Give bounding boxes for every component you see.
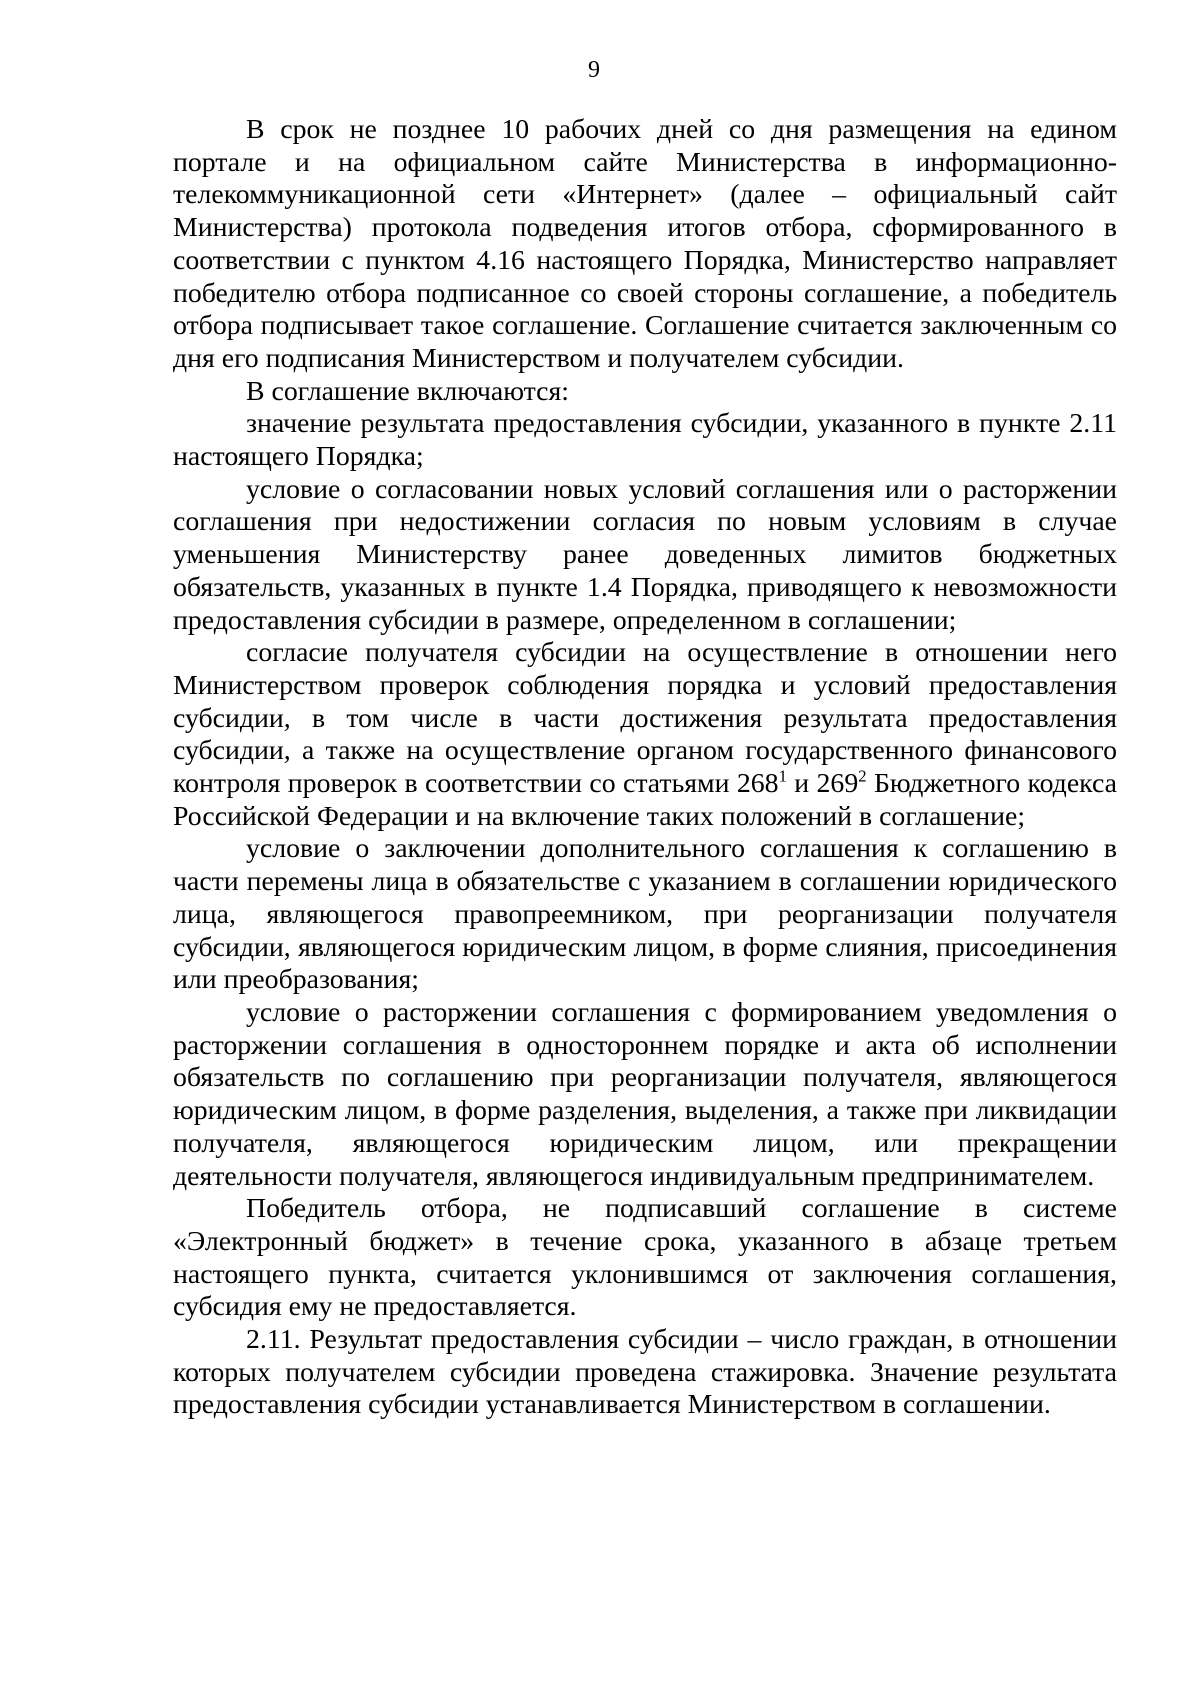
paragraph-subsidy-result: 2.11. Результат предоставления субсидии – число граждан, в отношении которых получателем субсидии проведена стажировка. Значение результата предоставления субсидии устанавливается Министерством в соглашении. xyxy=(173,1324,1117,1421)
paragraph-winner-evasion: Победитель отбора, не подписавший соглашение в системе «Электронный бюджет» в течение срока, указанного в абзаце третьем настоящего пункта, считается уклонившимся от заключения соглашения, субсидия ему не предоставляется. xyxy=(173,1193,1117,1323)
superscript-article-269: 2 xyxy=(858,766,867,786)
paragraph-inspection-consent-part-a: согласие получателя субсидии на осуществление в отношении него Министерством проверок соблюдения порядка и условий предоставления субсидии, в том числе в части достижения результата предоставления субсидии, а также на осуществление органом государственного финансового контроля проверок в соответствии со статьями 268 xyxy=(173,637,1117,800)
paragraph-result-value: значение результата предоставления субсидии, указанного в пункте 2.11 настоящего Порядка; xyxy=(173,408,1117,473)
document-body xyxy=(173,114,1117,1422)
page-number: 9 xyxy=(588,57,600,83)
paragraph-agreement-deadline: В срок не позднее 10 рабочих дней со дня размещения на едином портале и на официальном сайте Министерства в информационно-телекоммуникационной сети «Интернет» (далее – официальный сайт Министерства) протокола подведения итогов отбора, сформированного в соответствии с пунктом 4.16 настоящего Порядка, Министерство направляет победителю отбора подписанное со своей стороны соглашение, а победитель отбора подписывает такое соглашение. Соглашение считается заключенным со дня его подписания Министерством и получателем субсидии. xyxy=(173,114,1117,374)
paragraph-inspection-consent xyxy=(173,637,1117,833)
superscript-article-268: 1 xyxy=(778,766,787,786)
paragraph-termination: условие о расторжении соглашения с формированием уведомления о расторжении соглашения в одностороннем порядке и акта об исполнении обязательств по соглашению при реорганизации получателя, являющегося юридическим лицом, в форме разделения, выделения, а также при ликвидации получателя, являющегося юридическим лицом, или прекращении деятельности получателя, являющегося индивидуальным предпринимателем. xyxy=(173,996,1117,1192)
paragraph-inspection-consent-part-c: Бюджетного кодекса Российской Федерации и на включение таких положений в соглашение; xyxy=(173,768,1117,832)
paragraph-inspection-consent-part-b: и 269 xyxy=(786,768,859,800)
paragraph-agreement-includes: В соглашение включаются: xyxy=(246,375,569,407)
paragraph-additional-agreement: условие о заключении дополнительного соглашения к соглашению в части перемены лица в обязательстве с указанием в соглашении юридического лица, являющегося правопреемником, при реорганизации получателя субсидии, являющегося юридическим лицом, в форме слияния, присоединения или преобразования; xyxy=(173,833,1117,996)
paragraph-new-conditions: условие о согласовании новых условий соглашения или о расторжении соглашения при недостижении согласия по новым условиям в случае уменьшения Министерству ранее доведенных лимитов бюджетных обязательств, указанных в пункте 1.4 Порядка, приводящего к невозможности предоставления субсидии в размере, определенном в соглашении; xyxy=(173,473,1117,636)
